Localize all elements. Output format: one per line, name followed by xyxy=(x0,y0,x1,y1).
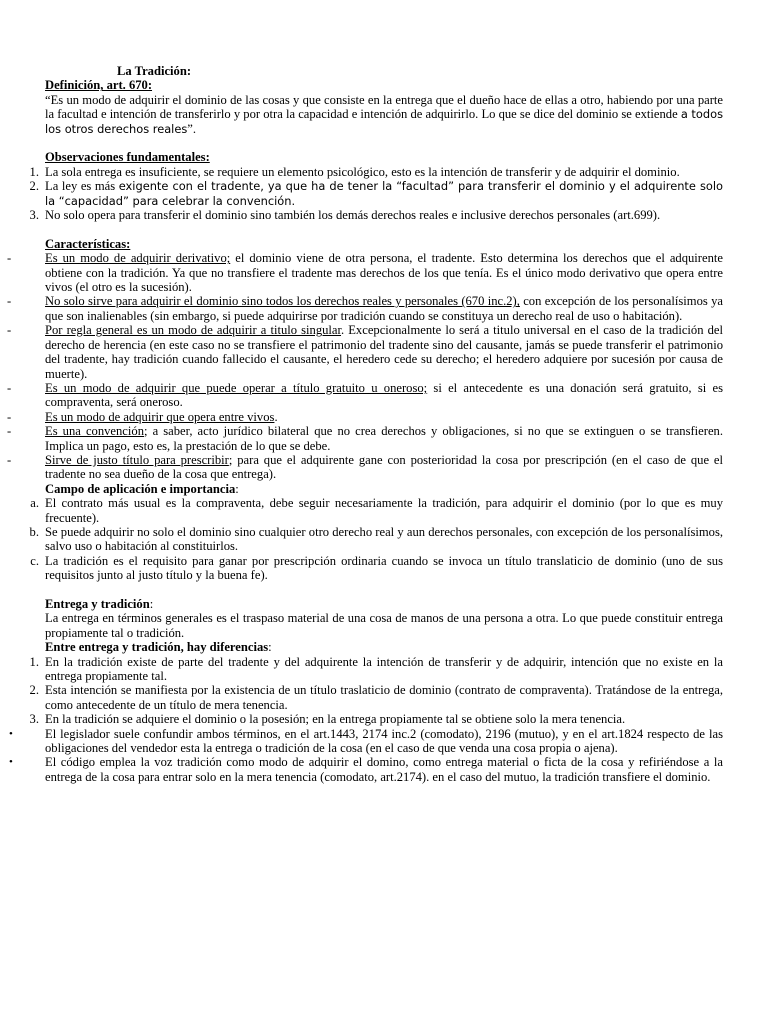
definition-text xyxy=(45,93,723,136)
diferencias-heading-line xyxy=(45,640,723,654)
list-marker: - xyxy=(7,294,12,309)
caracteristica-item xyxy=(7,380,723,410)
caracteristica-rest: con excepción de los personalísimos ya que son inalienables (sin embargo, si puede adquirirse por tradición cuando se constituya un derecho real de uso o habitación). xyxy=(45,294,723,323)
campo-heading: Campo de aplicación e importancia xyxy=(45,481,236,496)
campo-item xyxy=(30,496,723,525)
campo-heading-suffix: : xyxy=(235,481,239,496)
entrega-heading: Entrega y tradición xyxy=(45,596,150,611)
diferencias-list xyxy=(9,654,723,785)
list-marker: a. xyxy=(30,496,39,511)
list-marker: 3. xyxy=(29,712,39,727)
observacion-text: La sola entrega es insuficiente, se requiere un elemento psicológico, esto es la intención de transferir y de adquirir el dominio. xyxy=(45,164,680,179)
diferencias-heading-suffix: : xyxy=(268,640,272,655)
caracteristica-item xyxy=(7,452,723,482)
caracteristicas-heading: Características: xyxy=(45,236,131,251)
list-marker: - xyxy=(7,424,12,439)
caracteristica-lead: Sirve de justo título para prescribir xyxy=(45,452,229,467)
campo-heading-line xyxy=(45,482,723,496)
campo-text: Se puede adquirir no solo el dominio sino cualquier otro derecho real y aun derechos personales, con excepción de los personalísimos, salvo uso o habitación al constituirlos. xyxy=(45,524,723,554)
entrega-text: La entrega en términos generales es el traspaso material de una cosa de manos de una persona a otra. Lo que puede constituir entrega propiamente tal o tradición. xyxy=(45,611,723,640)
caracteristica-lead: Es un modo de adquirir derivativo; xyxy=(45,251,231,266)
list-marker: c. xyxy=(30,553,39,568)
diferencia-item xyxy=(29,654,723,684)
definition-text-end: ”. xyxy=(187,121,197,136)
bullet-marker: • xyxy=(9,727,13,740)
list-marker: 1. xyxy=(29,164,39,179)
observacion-text-alt-font: exigente con el tradente, ya que ha de tener la “facultad” para transferir el dominio y el adquirente solo la “capacidad” para celebrar la convención. xyxy=(45,179,723,208)
diferencia-text: En la tradición se adquiere el dominio o la posesión; en la entrega propiamente tal se obtiene solo la mera tenencia. xyxy=(45,712,626,727)
caracteristica-rest: si el antecedente es una donación será gratuito, si es compraventa, será oneroso. xyxy=(45,380,723,410)
caracteristicas-list xyxy=(7,251,723,482)
observaciones-list xyxy=(29,164,723,223)
list-marker: 2. xyxy=(29,683,39,698)
campo-text: La tradición es el requisito para ganar por prescripción ordinaria cuando se invoca un título translaticio de dominio (uno de sus requisitos junto al justo título y la buena fe). xyxy=(45,553,723,583)
caracteristica-item xyxy=(7,251,723,295)
caracteristica-lead: Por regla general es un modo de adquirir a titulo singular xyxy=(45,323,342,338)
list-marker: - xyxy=(7,323,12,338)
observacion-text: No solo opera para transferir el dominio sino también los demás derechos reales e inclusive derechos personales (art.699). xyxy=(45,208,661,223)
entrega-heading-line xyxy=(45,597,723,611)
list-marker: - xyxy=(7,380,12,395)
campo-item xyxy=(29,524,723,554)
caracteristica-item xyxy=(7,323,723,381)
campo-text: El contrato más usual es la compraventa, debe seguir necesariamente la tradición, para adquirir el dominio (por lo que es muy frecuente). xyxy=(45,496,723,525)
diferencia-text: El código emplea la voz tradición como modo de adquirir el domino, como entrega material o ficta de la cosa y refiriéndose a la entrega de la cosa para entrar solo en la mera tenencia (comodato, art.2174). en el caso del mutuo, la tradición transfiere el dominio. xyxy=(45,755,723,784)
list-marker: 3. xyxy=(29,208,39,223)
caracteristica-rest: ; para que el adquirente gane con posterioridad la cosa por prescripción (en el caso de que el tradente no sea dueño de la cosa que entrega). xyxy=(45,452,723,482)
observacion-item xyxy=(29,208,723,223)
list-marker: - xyxy=(7,409,12,424)
document-title: La Tradición: xyxy=(117,64,192,78)
diferencia-text: Esta intención se manifiesta por la existencia de un título traslaticio de dominio (contrato de compraventa). Tratándose de la entrega, como antecedente de un título de mera tenencia. xyxy=(45,683,723,712)
bullet-marker: • xyxy=(9,756,13,769)
caracteristica-item xyxy=(7,409,723,424)
diferencia-item xyxy=(9,726,723,756)
caracteristica-rest: . Excepcionalmente lo será a titulo universal en el caso de la tradición del derecho de herencia (en este caso no se transfiere el patrimonio del tradente sino del causante, jamás se puede transferir el patrimonio del tradente, hay tradición cuando fallecido el causante, el heredero cede su derecho; el heredero adquiere por sucesión por causa de muerte). xyxy=(45,323,723,381)
list-marker: 2. xyxy=(29,179,39,194)
observaciones-heading: Observaciones fundamentales: xyxy=(45,150,210,165)
caracteristica-lead: Es un modo de adquirir que opera entre vivos xyxy=(45,409,275,424)
caracteristica-item xyxy=(7,424,723,453)
caracteristica-rest: ; a saber, acto jurídico bilateral que no crea derechos y obligaciones, si no que se extinguen o se transfieren. Implica un pago, esto es, la prestación de lo que se debe. xyxy=(45,424,723,453)
caracteristica-rest: el dominio viene de otra persona, el tradente. Esto determina los derechos que el adquirente obtiene con la tradición. Ya que no transfiere el tradente mas derechos de los que tenía. Es el único modo derivativo que opera entre vivos (el otro es la sucesión). xyxy=(45,251,723,295)
campo-list xyxy=(29,496,723,583)
entrega-heading-suffix: : xyxy=(149,596,154,611)
diferencia-item xyxy=(29,712,723,727)
document-body xyxy=(7,64,724,784)
list-marker: 1. xyxy=(29,654,39,669)
diferencia-item xyxy=(29,683,723,712)
list-marker: - xyxy=(7,251,12,266)
definition-heading: Definición, art. 670: xyxy=(45,78,153,93)
caracteristica-item xyxy=(7,294,723,323)
diferencia-item xyxy=(9,755,723,784)
diferencias-heading: Entre entrega y tradición, hay diferencias xyxy=(45,640,269,655)
diferencia-text: El legislador suele confundir ambos términos, en el art.1443, 2174 inc.2 (comodato), 2196 (mutuo), y en el art.1824 respecto de las obligaciones del vendedor esta la entrega o tradición de la cosa (en el caso de que venda una cosa propia o ajena). xyxy=(45,726,723,756)
list-marker: - xyxy=(7,452,12,467)
definition-text-alt-font: a todos los otros derechos reales xyxy=(45,107,724,136)
caracteristica-lead: No solo sirve para adquirir el dominio sino todos los derechos reales y personales (670 inc.2), xyxy=(45,294,520,309)
diferencia-text: En la tradición existe de parte del tradente y del adquirente la intención de transferir y de adquirir, intención que no existe en la entrega propiamente tal. xyxy=(45,654,723,684)
campo-item xyxy=(30,553,723,583)
caracteristica-rest: . xyxy=(274,409,278,424)
observacion-item xyxy=(29,179,723,208)
definition-text-main: “Es un modo de adquirir el dominio de las cosas y que consiste en la entrega que el dueño hace de ellas a otro, habiendo por una parte la facultad e intención de transferirlo y por otra la capacidad e intención de adquirirlo. Lo que se dice del dominio se extiende xyxy=(45,92,723,122)
list-marker: b. xyxy=(29,524,39,539)
observacion-item xyxy=(29,164,723,179)
caracteristica-lead: Es una convención xyxy=(45,424,144,439)
observacion-text: La ley es más xyxy=(45,179,119,194)
caracteristica-lead: Es un modo de adquirir que puede operar a título gratuito u oneroso; xyxy=(45,380,428,395)
